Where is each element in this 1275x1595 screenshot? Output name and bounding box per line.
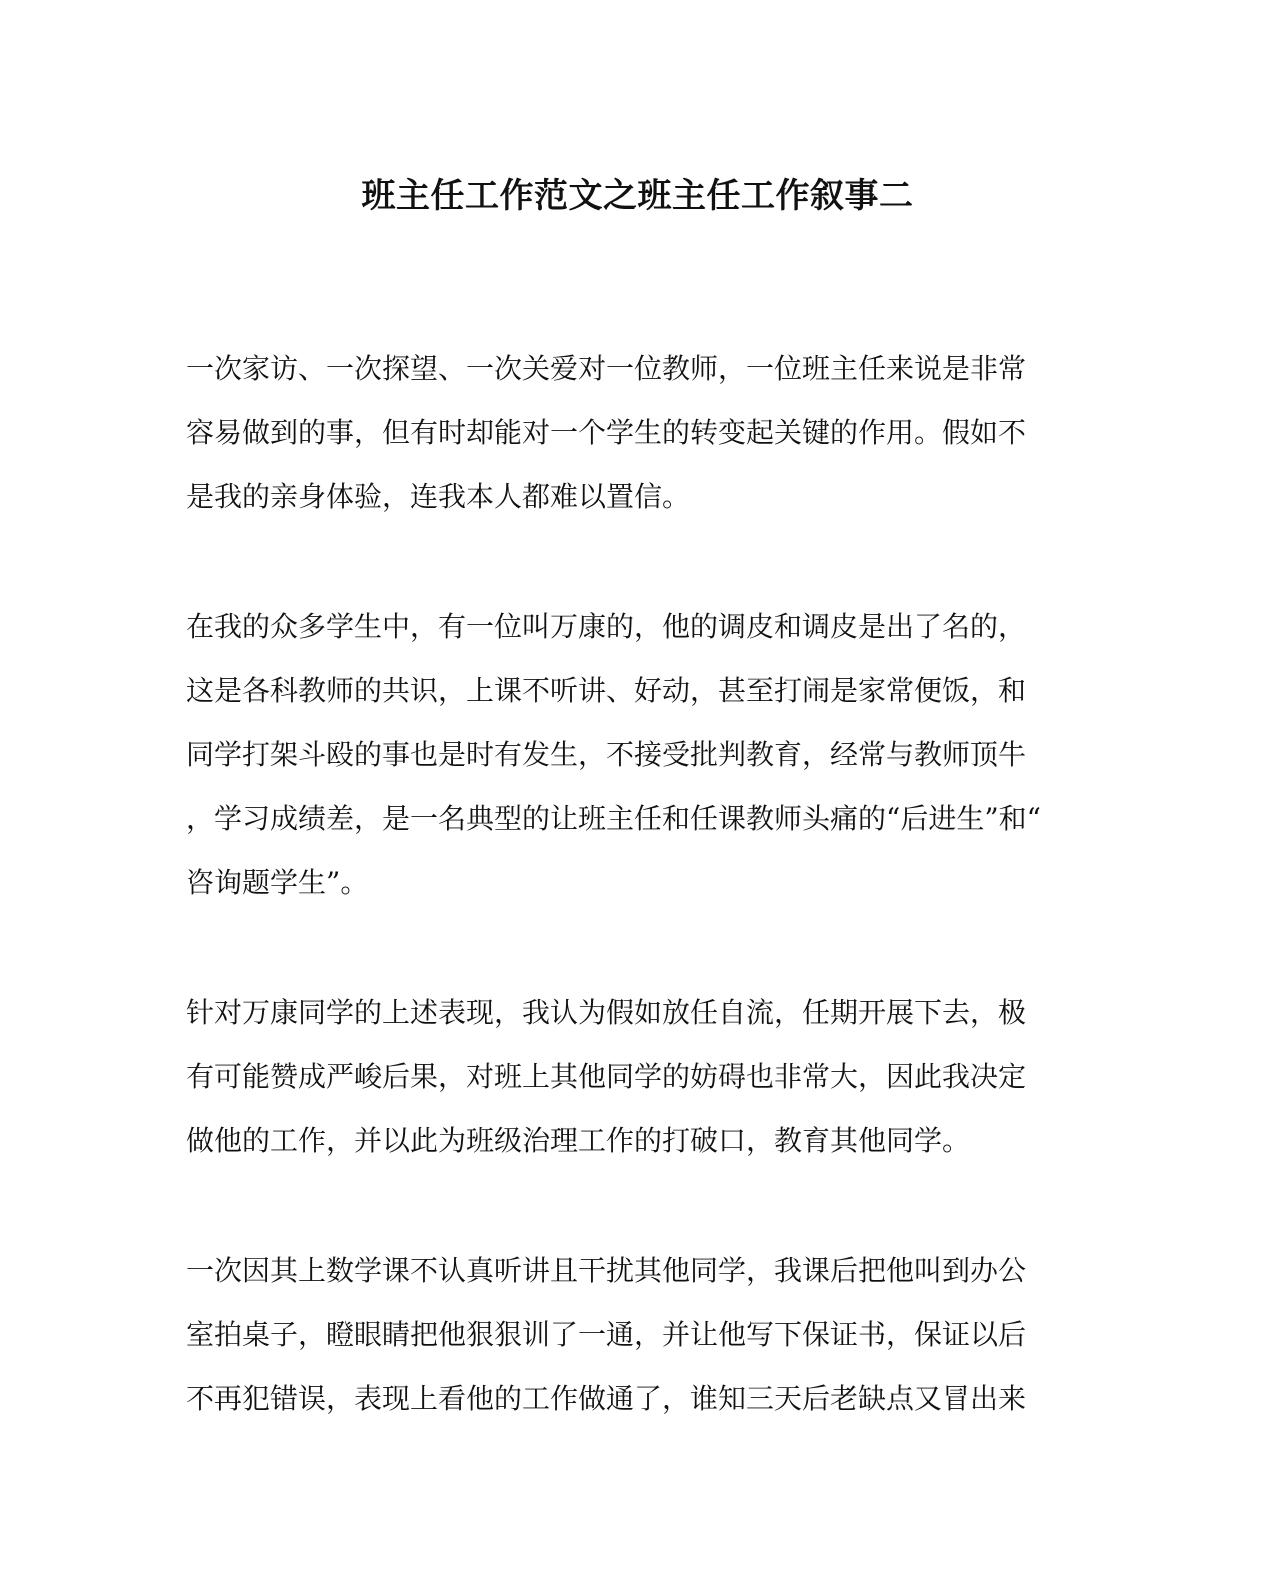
- paragraph-line: 一次家访、一次探望、一次关爱对一位教师，一位班主任来说是非常: [186, 352, 1027, 385]
- paragraph-1: [186, 337, 1048, 529]
- paragraph-line: 容易做到的事，但有时却能对一个学生的转变起关键的作用。假如不: [186, 416, 1027, 449]
- paragraph-2: [186, 595, 1048, 915]
- paragraph-line: 咨询题学生”。: [186, 866, 369, 899]
- paragraph-line: 不再犯错误，表现上看他的工作做通了，谁知三天后老缺点又冒出来: [186, 1382, 1027, 1415]
- paragraph-line: 一次因其上数学课不认真听讲且干扰其他同学，我课后把他叫到办公: [186, 1254, 1027, 1287]
- paragraph-line: 做他的工作，并以此为班级治理工作的打破口，教育其他同学。: [186, 1124, 971, 1157]
- document-title: 班主任工作范文之班主任工作叙事二: [361, 176, 914, 216]
- paragraph-line: 室拍桌子，瞪眼睛把他狠狠训了一通，并让他写下保证书，保证以后: [186, 1318, 1027, 1351]
- document-body: [186, 337, 1048, 1497]
- paragraph-line: 这是各科教师的共识，上课不听讲、好动，甚至打闹是家常便饭，和: [186, 674, 1027, 707]
- paragraph-4: [186, 1239, 1048, 1431]
- paragraph-line: 有可能赞成严峻后果，对班上其他同学的妨碍也非常大，因此我决定: [186, 1060, 1027, 1093]
- paragraph-line: 针对万康同学的上述表现，我认为假如放任自流，任期开展下去，极: [186, 996, 1027, 1029]
- paragraph-line: 是我的亲身体验，连我本人都难以置信。: [186, 480, 691, 513]
- paragraph-line: ，学习成绩差，是一名典型的让班主任和任课教师头痛的“后进生”和“: [186, 802, 1041, 835]
- paragraph-3: [186, 981, 1048, 1173]
- paragraph-line: 同学打架斗殴的事也是时有发生，不接受批判教育，经常与教师顶牛: [186, 738, 1027, 771]
- paragraph-line: 在我的众多学生中，有一位叫万康的，他的调皮和调皮是出了名的，: [186, 610, 1027, 643]
